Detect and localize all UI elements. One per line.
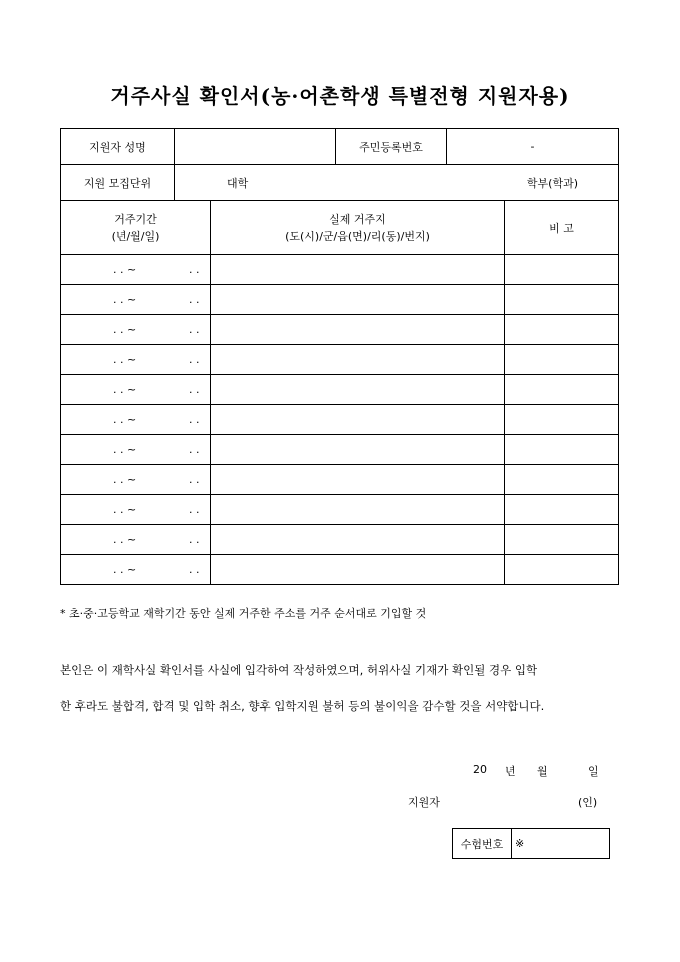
note-cell[interactable] (505, 285, 619, 315)
table-row (61, 315, 619, 345)
period-start: . . ~ (113, 503, 137, 516)
college-label: 대학 (227, 176, 249, 190)
pledge-line-1: 본인은 이 재학사실 확인서를 사실에 입각하여 작성하였으며, 허위사실 기재가 확인될 경우 입학 (60, 663, 538, 677)
pledge-text (60, 662, 630, 734)
address-cell[interactable] (211, 345, 505, 375)
id-number-field[interactable]: - (447, 129, 619, 165)
table-row (61, 405, 619, 435)
applicant-info-table (60, 128, 619, 201)
period-end: . . (189, 563, 200, 576)
period-end: . . (189, 503, 200, 516)
period-end: . . (189, 443, 200, 456)
period-header-title: 거주기간 (114, 212, 157, 226)
period-end: . . (189, 353, 200, 366)
address-header-title: 실제 거주지 (329, 212, 386, 226)
period-start: . . ~ (113, 263, 137, 276)
address-cell[interactable] (211, 465, 505, 495)
note-header: 비 고 (505, 201, 619, 255)
table-row (61, 345, 619, 375)
period-cell[interactable] (61, 255, 211, 285)
exam-number-box (452, 828, 610, 859)
note-cell[interactable] (505, 255, 619, 285)
table-row (61, 285, 619, 315)
table-row (61, 495, 619, 525)
name-label: 지원자 성명 (61, 129, 175, 165)
seal-mark: (인) (578, 796, 598, 809)
period-start: . . ~ (113, 533, 137, 546)
period-start: . . ~ (113, 293, 137, 306)
exam-number-field[interactable]: ※ (512, 829, 610, 859)
period-cell[interactable] (61, 465, 211, 495)
note-cell[interactable] (505, 465, 619, 495)
unit-label: 지원 모집단위 (61, 165, 175, 201)
period-cell[interactable] (61, 405, 211, 435)
instruction-note: * 초·중·고등학교 재학기간 동안 실제 거주한 주소를 거주 순서대로 기입할 것 (60, 607, 427, 620)
note-cell[interactable] (505, 375, 619, 405)
note-cell[interactable] (505, 315, 619, 345)
document-title: 거주사실 확인서(농·어촌학생 특별전형 지원자용) (110, 84, 570, 108)
period-cell[interactable] (61, 315, 211, 345)
period-start: . . ~ (113, 353, 137, 366)
dept-label: 학부(학과) (526, 176, 578, 190)
period-end: . . (189, 413, 200, 426)
address-cell[interactable] (211, 405, 505, 435)
unit-field[interactable] (175, 165, 619, 201)
period-cell[interactable] (61, 375, 211, 405)
address-cell[interactable] (211, 315, 505, 345)
date-year-prefix: 20 (473, 763, 487, 776)
period-start: . . ~ (113, 383, 137, 396)
table-row (61, 555, 619, 585)
id-number-label: 주민등록번호 (336, 129, 447, 165)
address-header (211, 201, 505, 255)
address-cell[interactable] (211, 525, 505, 555)
address-cell[interactable] (211, 495, 505, 525)
note-cell[interactable] (505, 525, 619, 555)
address-header-sub: (도(시)/군/읍(면)/리(동)/번지) (285, 229, 430, 243)
period-end: . . (189, 263, 200, 276)
period-start: . . ~ (113, 443, 137, 456)
table-row (61, 255, 619, 285)
exam-number-label: 수험번호 (453, 829, 512, 859)
note-cell[interactable] (505, 345, 619, 375)
table-row (61, 435, 619, 465)
period-cell[interactable] (61, 495, 211, 525)
signature-label: 지원자 (408, 796, 440, 809)
address-cell[interactable] (211, 435, 505, 465)
note-cell[interactable] (505, 435, 619, 465)
address-cell[interactable] (211, 555, 505, 585)
period-header (61, 201, 211, 255)
residence-table (60, 200, 619, 585)
date-day: 일 (588, 765, 599, 778)
period-end: . . (189, 383, 200, 396)
period-cell[interactable] (61, 435, 211, 465)
pledge-line-2: 한 후라도 불합격, 합격 및 입학 취소, 향후 입학지원 불허 등의 불이익을 감수할 것을 서약합니다. (60, 699, 545, 713)
note-cell[interactable] (505, 495, 619, 525)
period-end: . . (189, 323, 200, 336)
period-cell[interactable] (61, 285, 211, 315)
period-start: . . ~ (113, 563, 137, 576)
address-cell[interactable] (211, 255, 505, 285)
period-end: . . (189, 293, 200, 306)
note-cell[interactable] (505, 405, 619, 435)
period-cell[interactable] (61, 345, 211, 375)
date-month: 월 (537, 765, 548, 778)
period-start: . . ~ (113, 473, 137, 486)
date-year: 년 (505, 765, 516, 778)
table-row (61, 465, 619, 495)
period-cell[interactable] (61, 555, 211, 585)
period-end: . . (189, 533, 200, 546)
period-end: . . (189, 473, 200, 486)
name-field[interactable] (175, 129, 336, 165)
address-cell[interactable] (211, 285, 505, 315)
table-row (61, 375, 619, 405)
address-cell[interactable] (211, 375, 505, 405)
table-row (61, 525, 619, 555)
period-start: . . ~ (113, 413, 137, 426)
note-cell[interactable] (505, 555, 619, 585)
period-cell[interactable] (61, 525, 211, 555)
period-header-sub: (년/월/일) (111, 229, 160, 243)
period-start: . . ~ (113, 323, 137, 336)
